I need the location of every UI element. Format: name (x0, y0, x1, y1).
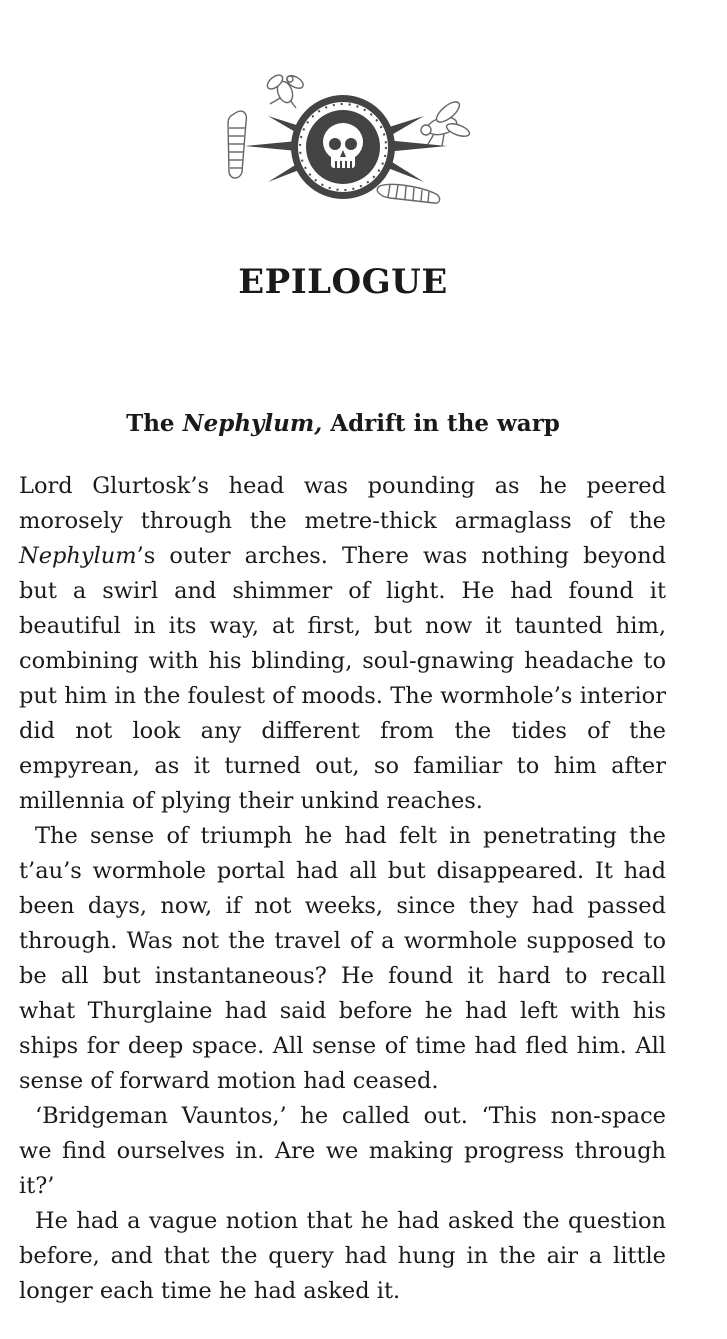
paragraph-1-ship-name: Nephylum (19, 543, 137, 569)
maggot-icon (377, 184, 439, 203)
paragraph-2: The sense of triumph he had felt in penetrating the t’au’s wormhole portal had all but disappeared. It had been days, now, if not weeks, since they had passed through. Was not the travel of a wormhole supposed to be all but instantaneous? He found it hard to recall what Thurglaine had said before he had left with his ships for deep space. All sense of time had fled him. All sense of forward motion had ceased. (19, 823, 666, 1094)
paragraph-1 (19, 469, 666, 819)
fly-icon (421, 98, 471, 146)
paragraph-4: He had a vague notion that he had asked the question before, and that the query had hung in the air a little longer each time he had asked it. (19, 1208, 666, 1304)
chapter-emblem-icon (220, 68, 472, 208)
fly-icon (265, 72, 305, 108)
body-text (19, 469, 666, 1309)
subtitle-prefix: The (126, 410, 183, 437)
maggot-icon (228, 111, 246, 178)
paragraph-3: ‘Bridgeman Vauntos,’ he called out. ‘This non-space we find ourselves in. Are we making progress through it?’ (19, 1103, 666, 1199)
chapter-title: EPILOGUE (238, 262, 448, 302)
subtitle-suffix: Adrift in the warp (322, 410, 560, 437)
section-subtitle (0, 410, 686, 437)
subtitle-ship-name: Nephylum, (182, 410, 323, 437)
paragraph-1-rest: ’s outer arches. There was nothing beyond but a swirl and shimmer of light. He had found it beautiful in its way, at first, but now it taunted him, combining with his blinding, soul-gnawing headache to put him in the foulest of moods. The wormhole’s interior did not look any different from the tides of the empyrean, as it turned out, so familiar to him after millennia of plying their unkind reaches. (19, 543, 666, 814)
paragraph-1-start: Lord Glurtosk’s head was pounding as he peered morosely through the metre-thick armaglass of the (19, 473, 666, 534)
